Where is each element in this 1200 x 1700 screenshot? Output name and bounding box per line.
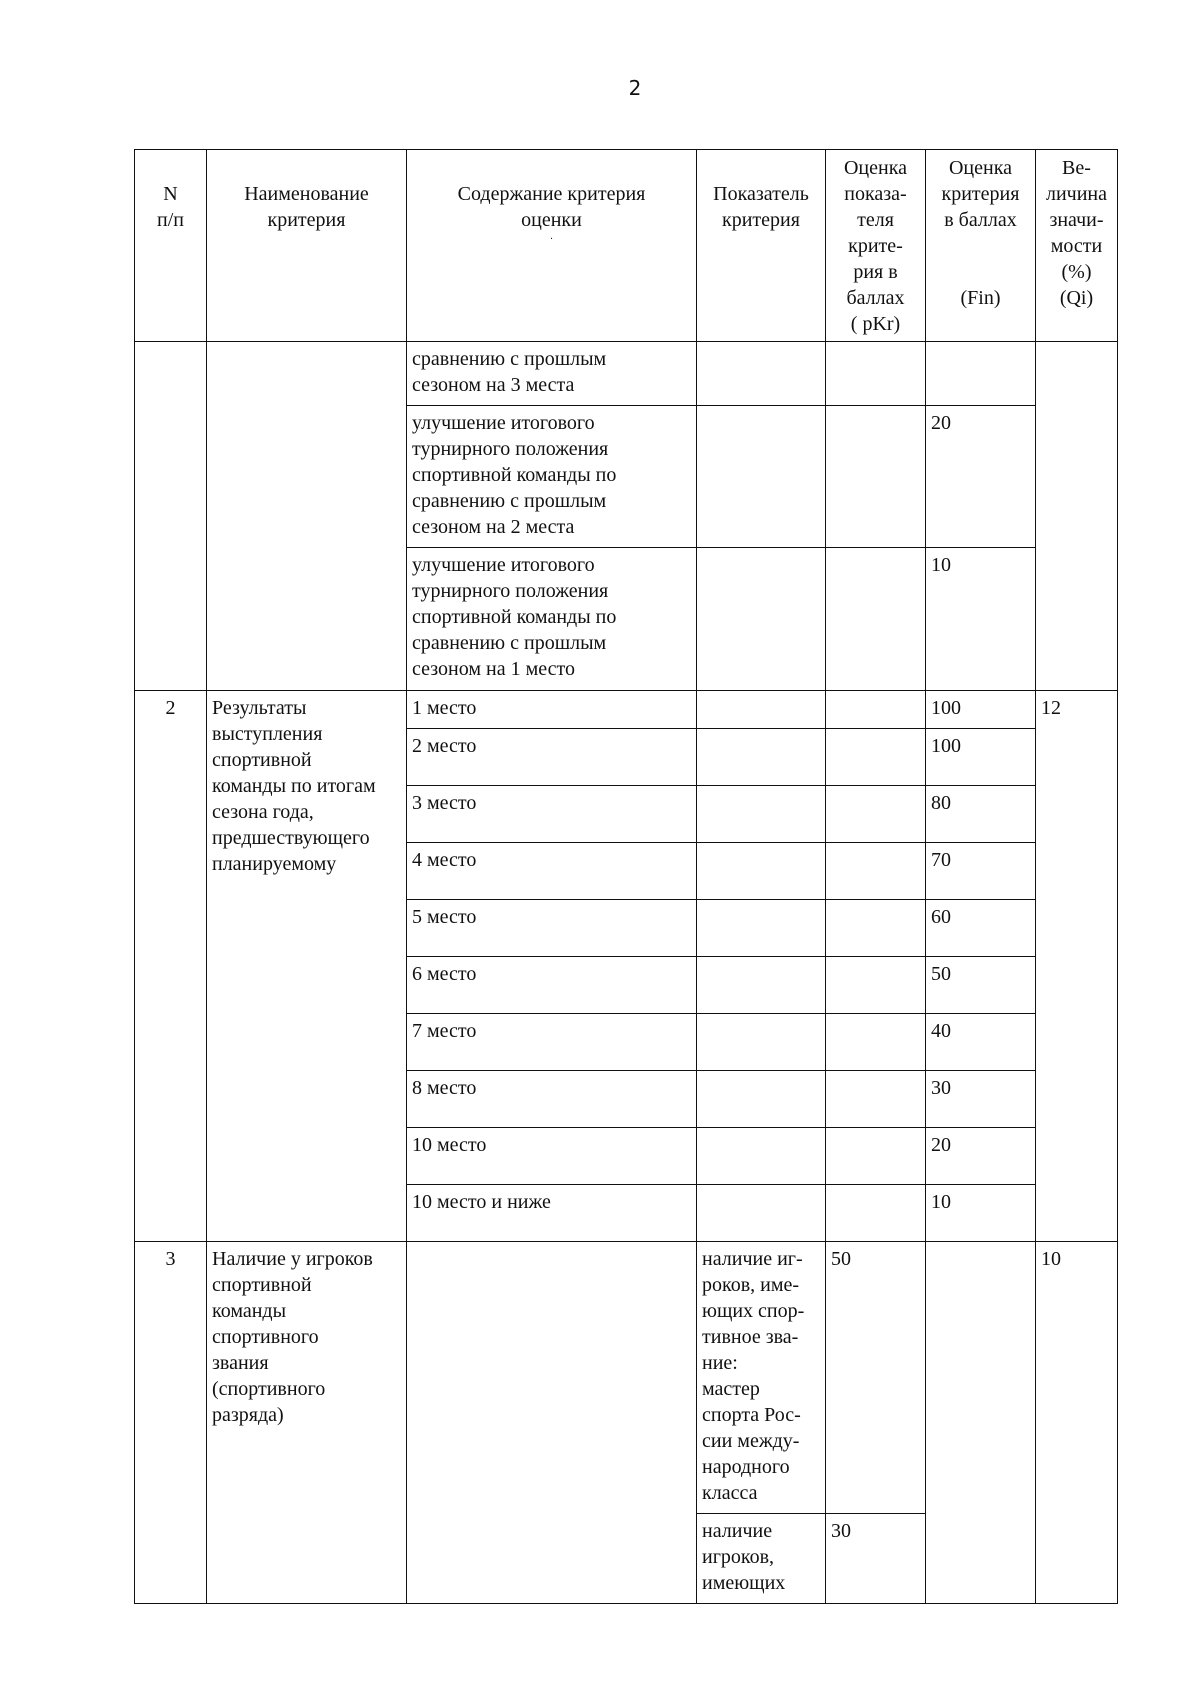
cell-indicator xyxy=(697,1071,826,1128)
criterion-number: 2 xyxy=(135,691,207,1242)
cell-name-empty xyxy=(207,342,407,691)
cell-score: 50 xyxy=(926,957,1036,1014)
cell-indicator-score xyxy=(826,843,926,900)
cell-indicator xyxy=(697,406,826,548)
header-number: N п/п xyxy=(135,150,207,342)
cell-indicator xyxy=(697,1014,826,1071)
cell-indicator-score xyxy=(826,957,926,1014)
cell-score: 100 xyxy=(926,729,1036,786)
cell-content: 6 место xyxy=(407,957,697,1014)
cell-indicator xyxy=(697,957,826,1014)
cell-indicator xyxy=(697,548,826,691)
cell-indicator-score xyxy=(826,691,926,729)
cell-indicator-score xyxy=(826,900,926,957)
cell-score: 10 xyxy=(926,548,1036,691)
cell-content: 7 место xyxy=(407,1014,697,1071)
cell-content: 10 место xyxy=(407,1128,697,1185)
criterion-weight: 12 xyxy=(1036,691,1118,1242)
header-row xyxy=(135,150,1118,342)
cell-indicator: наличие игроков, имеющих xyxy=(697,1514,826,1604)
criteria-table xyxy=(134,149,1118,1604)
header-criterion-score: Оценка критерия в баллах (Fin) xyxy=(926,150,1036,342)
header-indicator-score: Оценка показа- теля крите- рия в баллах ( pKr) xyxy=(826,150,926,342)
cell-indicator-score xyxy=(826,1014,926,1071)
criterion-name: Результаты выступления спортивной команды по итогам сезона года, предшествующего планируемому xyxy=(207,691,407,1242)
header-indicator: Показатель критерия xyxy=(697,150,826,342)
criterion-number: 3 xyxy=(135,1242,207,1604)
header-criterion-name: Наименование критерия xyxy=(207,150,407,342)
cell-score: 100 xyxy=(926,691,1036,729)
cell-score-empty xyxy=(926,1242,1036,1604)
cell-content: 4 место xyxy=(407,843,697,900)
cell-content: 8 место xyxy=(407,1071,697,1128)
cell-content: улучшение итогового турнирного положения спортивной команды по сравнению с прошлым сезоном на 2 места xyxy=(407,406,697,548)
header-weight: Ве- личина значи- мости (%) (Qi) xyxy=(1036,150,1118,342)
cell-indicator xyxy=(697,691,826,729)
cell-indicator-score: 50 xyxy=(826,1242,926,1514)
cell-indicator-score xyxy=(826,786,926,843)
table-row xyxy=(135,691,1118,729)
cell-content: сравнению с прошлым сезоном на 3 места xyxy=(407,342,697,406)
cell-indicator xyxy=(697,786,826,843)
cell-content: 5 место xyxy=(407,900,697,957)
cell-indicator xyxy=(697,1185,826,1242)
cell-indicator-score: 30 xyxy=(826,1514,926,1604)
cell-indicator-score xyxy=(826,729,926,786)
cell-indicator-score xyxy=(826,548,926,691)
table-row xyxy=(135,342,1118,406)
cell-indicator-score xyxy=(826,1185,926,1242)
cell-indicator xyxy=(697,1128,826,1185)
criterion-weight: 10 xyxy=(1036,1242,1118,1604)
cell-number-empty xyxy=(135,342,207,691)
cell-score: 40 xyxy=(926,1014,1036,1071)
cell-score: 10 xyxy=(926,1185,1036,1242)
cell-content-empty xyxy=(407,1242,697,1604)
stray-dot: · xyxy=(549,234,554,245)
cell-content: 2 место xyxy=(407,729,697,786)
cell-score: 70 xyxy=(926,843,1036,900)
cell-content: 3 место xyxy=(407,786,697,843)
cell-content: 1 место xyxy=(407,691,697,729)
criterion-name: Наличие у игроков спортивной команды спортивного звания (спортивного разряда) xyxy=(207,1242,407,1604)
cell-content: улучшение итогового турнирного положения спортивной команды по сравнению с прошлым сезоном на 1 место xyxy=(407,548,697,691)
cell-indicator xyxy=(697,843,826,900)
cell-indicator-score xyxy=(826,1128,926,1185)
cell-score: 20 xyxy=(926,406,1036,548)
cell-indicator-score xyxy=(826,342,926,406)
cell-indicator: наличие иг- роков, име- ющих спор- тивное зва- ние: мастер спорта Рос- сии между- народного класса xyxy=(697,1242,826,1514)
cell-score xyxy=(926,342,1036,406)
cell-indicator-score xyxy=(826,406,926,548)
cell-score: 60 xyxy=(926,900,1036,957)
cell-indicator xyxy=(697,729,826,786)
cell-score: 20 xyxy=(926,1128,1036,1185)
cell-content: 10 место и ниже xyxy=(407,1185,697,1242)
cell-indicator xyxy=(697,342,826,406)
cell-weight-empty xyxy=(1036,342,1118,691)
cell-score: 30 xyxy=(926,1071,1036,1128)
cell-score: 80 xyxy=(926,786,1036,843)
table-row xyxy=(135,1242,1118,1514)
cell-indicator xyxy=(697,900,826,957)
page-number: 2 xyxy=(628,76,642,100)
cell-indicator-score xyxy=(826,1071,926,1128)
header-criterion-content: Содержание критерия оценки · xyxy=(407,150,697,342)
